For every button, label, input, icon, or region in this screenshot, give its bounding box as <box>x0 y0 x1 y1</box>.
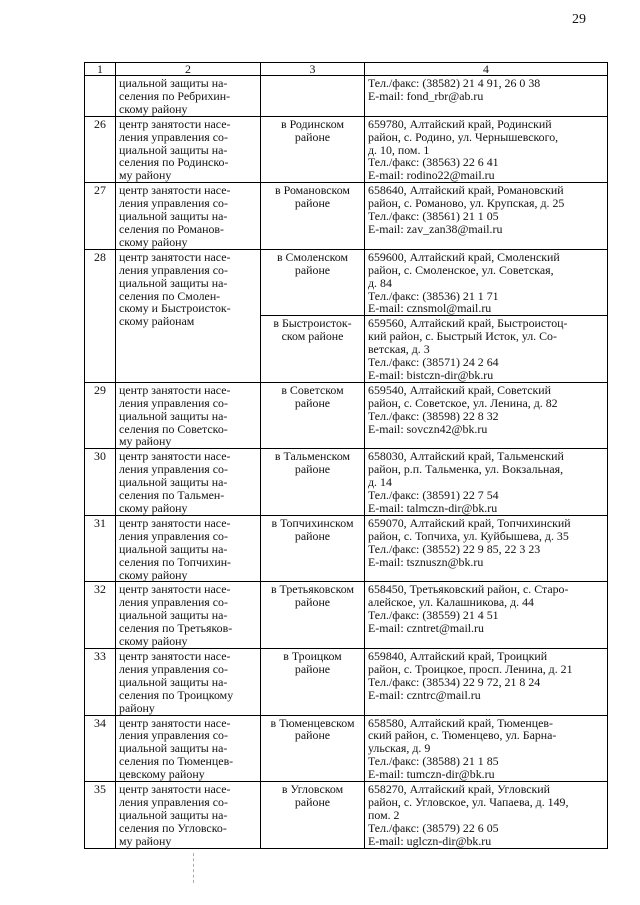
center-name-cell-line: циальной защиты на- <box>119 807 228 822</box>
contacts-cell-line: 658030, Алтайский край, Тальменский <box>368 449 564 464</box>
center-name-cell-line: скому району <box>119 567 188 582</box>
contacts-cell-line: д. 10, пом. 1 <box>368 142 430 157</box>
center-name-cell-line: ления управления со- <box>119 196 228 211</box>
district-cell-line: в Угловском <box>281 782 344 797</box>
center-name-cell-line: циальной защиты на- <box>119 209 228 224</box>
center-name-cell-line: центр занятости насе- <box>119 382 231 397</box>
table-row <box>85 515 608 582</box>
contacts-cell-line: E-mail: tumczn-dir@bk.ru <box>368 767 495 782</box>
row-number-cell: 26 <box>85 116 116 183</box>
center-name-cell-line: скому району <box>119 634 188 649</box>
center-name-cell-line: ления управления со- <box>119 395 228 410</box>
district-cell <box>261 782 365 849</box>
center-name-cell-line: ления управления со- <box>119 661 228 676</box>
district-cell <box>261 449 365 516</box>
center-name-cell-line: ления управления со- <box>119 262 228 277</box>
center-name-cell-line: селения по Топчихин- <box>119 554 232 569</box>
contacts-cell-line: E-mail: sovczn42@bk.ru <box>368 421 488 436</box>
contacts-cell <box>365 715 608 782</box>
district-cell-line: ском районе <box>281 329 344 344</box>
row-number-cell: 31 <box>85 515 116 582</box>
row-number-cell: 30 <box>85 449 116 516</box>
center-name-cell-line: циальной защиты на- <box>119 275 228 290</box>
center-name-cell-line: селения по Тюменцев- <box>119 754 234 769</box>
district-cell-line: в Третьяковском <box>270 582 355 597</box>
contacts-table <box>84 62 608 849</box>
center-name-cell-line: селения по Третьяков- <box>119 621 233 636</box>
contacts-cell-line: Тел./факс: (38582) 21 4 91, 26 0 38 <box>368 76 541 90</box>
center-name-cell-line: цевскому району <box>119 767 205 782</box>
center-name-cell-line: центр занятости насе- <box>119 515 231 530</box>
center-name-cell <box>116 715 261 782</box>
contacts-cell-line: 658640, Алтайский край, Романовский <box>368 183 564 198</box>
contacts-cell-line: Тел./факс: (38588) 21 1 85 <box>368 754 499 769</box>
center-name-cell-line: циальной защиты на- <box>119 408 228 423</box>
contacts-cell <box>365 382 608 449</box>
table-row <box>85 582 608 649</box>
table-row <box>85 183 608 250</box>
district-cell-line: районе <box>294 129 331 144</box>
contacts-cell-line: д. 14 <box>368 475 392 490</box>
contacts-cell-line: 658580, Алтайский край, Тюменцев- <box>368 715 553 730</box>
center-name-cell-line: центр занятости насе- <box>119 449 231 464</box>
district-cell-line: районе <box>294 728 331 743</box>
table-row <box>85 648 608 715</box>
contacts-cell-line: район, с. Угловское, ул. Чапаева, д. 149, <box>368 794 569 809</box>
center-name-cell-line: селения по Советско- <box>119 421 228 436</box>
center-name-cell-line: центр занятости насе- <box>119 582 231 597</box>
contacts-cell <box>365 316 608 383</box>
center-name-cell-line: циальной защиты на- <box>119 76 228 90</box>
district-cell-line: в Тальменском <box>274 449 351 464</box>
contacts-cell <box>365 183 608 250</box>
contacts-cell-line: ский район, с. Тюменцево, ул. Барна- <box>368 728 557 743</box>
center-name-cell-line: ления управления со- <box>119 728 228 743</box>
center-name-cell <box>116 515 261 582</box>
center-name-cell-line: центр занятости насе- <box>119 715 231 730</box>
column-header: 1 <box>85 63 116 76</box>
contacts-cell-line: Тел./факс: (38598) 22 8 32 <box>368 408 499 423</box>
contacts-cell-line: E-mail: rodino22@mail.ru <box>368 168 495 183</box>
district-cell-line: районе <box>294 794 331 809</box>
center-name-cell <box>116 449 261 516</box>
center-name-cell <box>116 382 261 449</box>
contacts-cell-line: район, с. Топчиха, ул. Куйбышева, д. 35 <box>368 528 569 543</box>
table-row <box>85 449 608 516</box>
contacts-cell-line: 659600, Алтайский край, Смоленский <box>368 249 560 264</box>
district-cell <box>261 183 365 250</box>
center-name-cell-line: ления управления со- <box>119 595 228 610</box>
district-cell-line: районе <box>294 196 331 211</box>
contacts-cell-line: Тел./факс: (38563) 22 6 41 <box>368 155 499 170</box>
center-name-cell <box>116 249 261 382</box>
center-name-cell <box>116 782 261 849</box>
district-cell-line: в Троицком <box>283 648 342 663</box>
page-crease <box>193 853 194 883</box>
center-name-cell-line: скому району <box>119 101 188 116</box>
center-name-cell <box>116 648 261 715</box>
center-name-cell <box>116 76 261 117</box>
center-name-cell-line: скому району <box>119 234 188 249</box>
center-name-cell-line: селения по Тальмен- <box>119 488 225 503</box>
district-cell-line: в Топчихинском <box>271 515 354 530</box>
contacts-cell-line: Тел./факс: (38536) 21 1 71 <box>368 288 499 303</box>
table-body <box>85 76 608 849</box>
center-name-cell-line: центр занятости насе- <box>119 183 231 198</box>
center-name-cell-line: ления управления со- <box>119 528 228 543</box>
contacts-cell-line: ульская, д. 9 <box>368 741 431 756</box>
contacts-cell-line: 659560, Алтайский край, Быстроистоц- <box>368 316 568 331</box>
row-number-cell: 27 <box>85 183 116 250</box>
district-cell <box>261 648 365 715</box>
center-name-cell-line: му району <box>119 833 172 848</box>
district-cell <box>261 249 365 316</box>
contacts-cell <box>365 76 608 117</box>
center-name-cell-line: селения по Романов- <box>119 221 225 236</box>
contacts-cell-line: E-mail: zav_zan38@mail.ru <box>368 221 503 236</box>
contacts-cell-line: район, с. Советское, ул. Ленина, д. 82 <box>368 395 558 410</box>
center-name-cell-line: селения по Угловско- <box>119 820 227 835</box>
center-name-cell-line: центр занятости насе- <box>119 116 231 131</box>
center-name-cell-line: му району <box>119 168 172 183</box>
center-name-cell <box>116 582 261 649</box>
center-name-cell-line: скому району <box>119 501 188 515</box>
district-cell-line: в Быстроисток- <box>273 316 352 331</box>
center-name-cell-line: селения по Троицкому <box>119 687 234 702</box>
center-name-cell-line: центр занятости насе- <box>119 249 231 264</box>
center-name-cell-line: селения по Родинско- <box>119 155 229 170</box>
district-cell <box>261 76 365 117</box>
contacts-cell <box>365 782 608 849</box>
district-cell <box>261 316 365 383</box>
district-cell-line: районе <box>294 528 331 543</box>
contacts-cell <box>365 449 608 516</box>
row-number-cell: 35 <box>85 782 116 849</box>
center-name-cell-line: циальной защиты на- <box>119 674 228 689</box>
center-name-cell-line: циальной защиты на- <box>119 142 228 157</box>
district-cell <box>261 515 365 582</box>
district-cell <box>261 582 365 649</box>
district-cell-line: районе <box>294 661 331 676</box>
center-name-cell-line: центр занятости насе- <box>119 648 231 663</box>
contacts-cell <box>365 116 608 183</box>
contacts-cell-line: Тел./факс: (38559) 21 4 51 <box>368 608 499 623</box>
contacts-cell <box>365 582 608 649</box>
header-row <box>85 63 608 76</box>
column-header: 2 <box>116 63 261 76</box>
contacts-cell-line: 659070, Алтайский край, Топчихинский <box>368 515 571 530</box>
contacts-cell-line: ветская, д. 3 <box>368 342 430 357</box>
contacts-cell-line: 658450, Третьяковский район, с. Старо- <box>368 582 569 597</box>
contacts-cell-line: д. 84 <box>368 275 392 290</box>
center-name-cell-line: селения по Смолен- <box>119 288 221 303</box>
center-name-cell-line: ления управления со- <box>119 794 228 809</box>
contacts-cell-line: кий район, с. Быстрый Исток, ул. Со- <box>368 329 557 344</box>
contacts-cell-line: район, с. Романово, ул. Крупская, д. 25 <box>368 196 565 211</box>
contacts-cell-line: E-mail: uglczn-dir@bk.ru <box>368 833 492 848</box>
center-name-cell-line: ления управления со- <box>119 462 228 477</box>
column-header: 4 <box>365 63 608 76</box>
contacts-cell-line: 658270, Алтайский край, Угловский <box>368 782 551 797</box>
contacts-cell-line: район, р.п. Тальменка, ул. Вокзальная, <box>368 462 564 477</box>
contacts-cell-line: Тел./факс: (38571) 24 2 64 <box>368 355 499 370</box>
contacts-cell-line: Тел./факс: (38534) 22 9 72, 21 8 24 <box>368 674 541 689</box>
center-name-cell-line: циальной защиты на- <box>119 608 228 623</box>
center-name-cell-line: ления управления со- <box>119 129 228 144</box>
district-cell <box>261 116 365 183</box>
district-cell-line: районе <box>294 462 331 477</box>
contacts-cell-line: E-mail: fond_rbr@ab.ru <box>368 88 484 103</box>
center-name-cell-line: скому и Быстроисток- <box>119 301 231 316</box>
table-row <box>85 116 608 183</box>
contacts-cell-line: район, с. Троицкое, просп. Ленина, д. 21 <box>368 661 573 676</box>
table-row <box>85 249 608 316</box>
row-number-cell: 29 <box>85 382 116 449</box>
contacts-cell-line: Тел./факс: (38552) 22 9 85, 22 3 23 <box>368 541 541 556</box>
district-cell-line: в Советском <box>281 382 344 397</box>
contacts-cell-line: 659780, Алтайский край, Родинский <box>368 116 552 131</box>
contacts-cell-line: 659540, Алтайский край, Советский <box>368 382 552 397</box>
district-cell-line: районе <box>294 395 331 410</box>
center-name-cell-line: центр занятости насе- <box>119 782 231 797</box>
district-cell <box>261 382 365 449</box>
row-number-cell <box>85 76 116 117</box>
district-cell-line: в Романовском <box>275 183 350 198</box>
row-number-cell: 33 <box>85 648 116 715</box>
contacts-cell-line: алейское, ул. Калашникова, д. 44 <box>368 595 534 610</box>
contacts-cell-line: E-mail: tsznuszn@bk.ru <box>368 554 484 569</box>
table-row <box>85 715 608 782</box>
center-name-cell-line: му району <box>119 434 172 449</box>
contacts-cell-line: E-mail: bistczn-dir@bk.ru <box>368 367 494 382</box>
contacts-cell-line: район, с. Родино, ул. Чернышевского, <box>368 129 559 144</box>
center-name-cell <box>116 183 261 250</box>
contacts-cell-line: E-mail: czntrc@mail.ru <box>368 687 481 702</box>
contacts-cell-line: район, с. Смоленское, ул. Советская, <box>368 262 554 277</box>
contacts-cell <box>365 515 608 582</box>
row-number-cell: 32 <box>85 582 116 649</box>
center-name-cell <box>116 116 261 183</box>
contacts-cell <box>365 648 608 715</box>
center-name-cell-line: циальной защиты на- <box>119 541 228 556</box>
table-row <box>85 382 608 449</box>
row-number-cell: 34 <box>85 715 116 782</box>
contacts-cell-line: E-mail: cznsmol@mail.ru <box>368 301 492 316</box>
district-cell-line: в Смоленском <box>276 249 349 264</box>
contacts-cell-line: Тел./факс: (38579) 22 6 05 <box>368 820 499 835</box>
contacts-cell-line: 659840, Алтайский край, Троицкий <box>368 648 548 663</box>
center-name-cell-line: району <box>119 700 155 715</box>
district-cell-line: в Тюменцевском <box>270 715 355 730</box>
contacts-cell-line: пом. 2 <box>368 807 400 822</box>
table-row <box>85 782 608 849</box>
column-header: 3 <box>261 63 365 76</box>
center-name-cell-line: циальной защиты на- <box>119 475 228 490</box>
district-cell-line: в Родинском <box>281 116 344 131</box>
row-number-cell: 28 <box>85 249 116 382</box>
contacts-cell-line: E-mail: talmczn-dir@bk.ru <box>368 501 498 515</box>
center-name-cell-line: скому районам <box>119 314 195 329</box>
page-number: 29 <box>572 12 586 27</box>
district-cell-line: районе <box>294 262 331 277</box>
district-cell <box>261 715 365 782</box>
contacts-cell-line: E-mail: czntret@mail.ru <box>368 621 484 636</box>
contacts-cell <box>365 249 608 316</box>
center-name-cell-line: селения по Ребрихин- <box>119 88 231 103</box>
center-name-cell-line: циальной защиты на- <box>119 741 228 756</box>
district-cell-line: районе <box>294 595 331 610</box>
contacts-cell-line: Тел./факс: (38591) 22 7 54 <box>368 488 499 503</box>
table-row <box>85 76 608 117</box>
contacts-cell-line: Тел./факс: (38561) 21 1 05 <box>368 209 499 224</box>
